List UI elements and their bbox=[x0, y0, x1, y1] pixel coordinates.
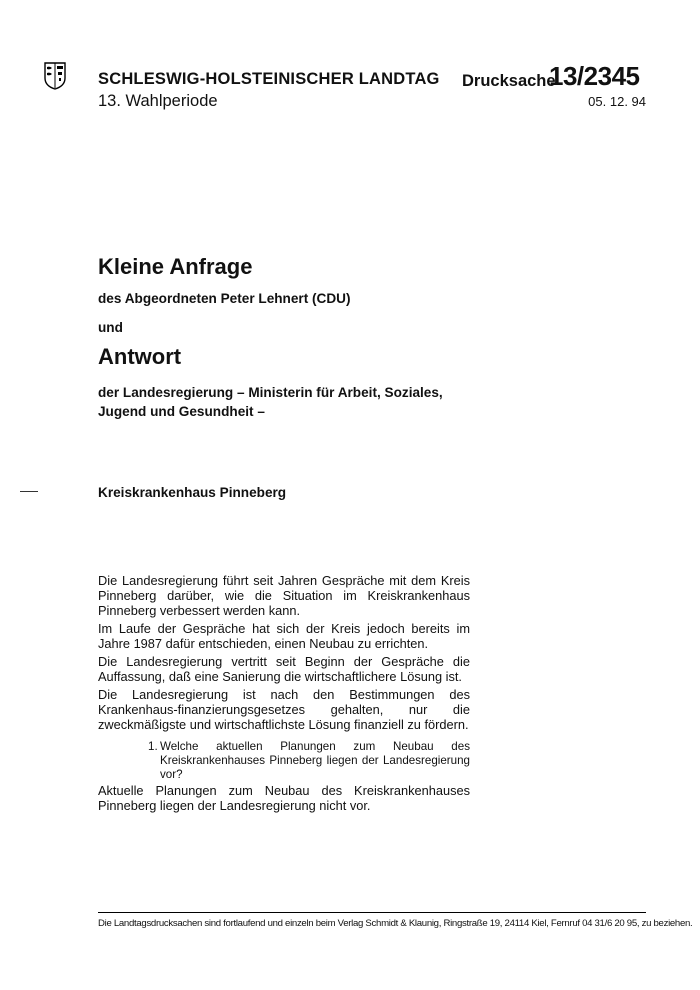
document-number: 13/2345 bbox=[549, 61, 640, 91]
answerer-line-1: der Landesregierung – Ministerin für Arbeit, Soziales, bbox=[98, 385, 443, 400]
body-text bbox=[98, 573, 470, 735]
document-label: Drucksache bbox=[462, 72, 556, 90]
footer-note: Die Landtagsdrucksachen sind fortlaufend und einzeln beim Verlag Schmidt & Klaunig, Ringstraße 19, 24114 Kiel, Fernruf 04 31/6 20 95, zu beziehen. bbox=[98, 918, 693, 929]
answer-heading: Antwort bbox=[98, 344, 182, 369]
answerer-line-2: Jugend und Gesundheit – bbox=[98, 404, 265, 419]
parliament-name: SCHLESWIG-HOLSTEINISCHER LANDTAG bbox=[98, 70, 440, 88]
document-date: 05. 12. 94 bbox=[588, 94, 646, 109]
subject-line: Kreiskrankenhaus Pinneberg bbox=[98, 485, 287, 500]
inquirer-line: des Abgeordneten Peter Lehnert (CDU) bbox=[98, 291, 351, 306]
paragraph: Die Landesregierung führt seit Jahren Gespräche mit dem Kreis Pinneberg darüber, wie die Situation im Kreiskrankenhaus Pinneberg verbessert werden kann. bbox=[98, 573, 470, 618]
paragraph: Im Laufe der Gespräche hat sich der Kreis jedoch bereits im Jahre 1987 dafür entschieden, einen Neubau zu errichten. bbox=[98, 621, 470, 651]
margin-dash bbox=[20, 491, 38, 492]
question-number: 1. bbox=[148, 740, 158, 753]
paragraph: Die Landesregierung ist nach den Bestimmungen des Krankenhaus-finanzierungsgesetzes gehalten, nur die zweckmäßigste und wirtschaftlichste Lösung finanziell zu fördern. bbox=[98, 687, 470, 732]
coat-of-arms-icon bbox=[44, 62, 66, 90]
and-line: und bbox=[98, 320, 123, 335]
footer-rule bbox=[98, 912, 646, 913]
inquiry-heading: Kleine Anfrage bbox=[98, 254, 253, 279]
question-item bbox=[148, 740, 470, 782]
question-text: Welche aktuellen Planungen zum Neubau des Kreiskrankenhauses Pinneberg liegen der Landesregierung vor? bbox=[160, 740, 470, 781]
paragraph: Die Landesregierung vertritt seit Beginn der Gespräche die Auffassung, daß eine Sanierung die wirtschaftlichere Lösung ist. bbox=[98, 654, 470, 684]
answer-text: Aktuelle Planungen zum Neubau des Kreiskrankenhauses Pinneberg liegen der Landesregierung nicht vor. bbox=[98, 783, 470, 813]
legislative-period: 13. Wahlperiode bbox=[98, 92, 218, 110]
